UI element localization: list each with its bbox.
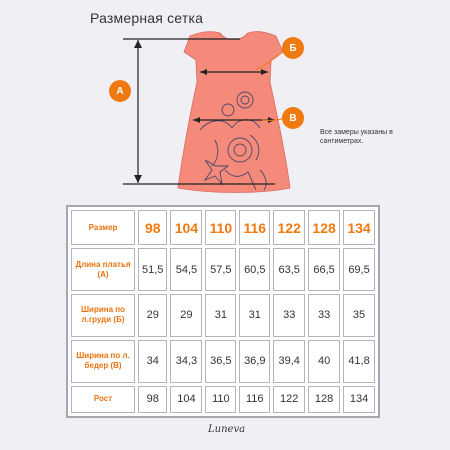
badge-a: А	[109, 80, 131, 102]
table-row-length	[71, 248, 375, 291]
table-cell: 35	[343, 294, 375, 337]
table-row-chest	[71, 294, 375, 337]
row-header: Рост	[71, 386, 135, 413]
table-cell: 36,9	[239, 340, 270, 383]
table-cell: 39,4	[273, 340, 305, 383]
table-cell: 41,8	[343, 340, 375, 383]
table-cell: 66,5	[308, 248, 340, 291]
badge-b: Б	[282, 37, 304, 59]
table-cell: 34,3	[170, 340, 202, 383]
table-row-height	[71, 386, 375, 413]
table-cell: 134	[343, 386, 375, 413]
table-cell: 54,5	[170, 248, 202, 291]
row-header: Ширина по л. бедер (В)	[71, 340, 135, 383]
row-header: Ширина по л.груди (Б)	[71, 294, 135, 337]
table-cell: 40	[308, 340, 340, 383]
page-title: Размерная сетка	[90, 10, 204, 26]
size-cell: 110	[205, 210, 236, 245]
table-cell: 33	[273, 294, 305, 337]
size-cell: 128	[308, 210, 340, 245]
table-cell: 34	[138, 340, 167, 383]
size-cell: 134	[343, 210, 375, 245]
table-cell: 29	[138, 294, 167, 337]
measurement-note: Все замеры указаны в сантиметрах.	[320, 129, 393, 145]
table-cell: 36,5	[205, 340, 236, 383]
table-cell: 98	[138, 386, 167, 413]
brand-logo: Luneva	[208, 424, 246, 435]
size-table	[66, 205, 380, 418]
table-row-hips	[71, 340, 375, 383]
table-cell: 57,5	[205, 248, 236, 291]
table-cell: 51,5	[138, 248, 167, 291]
table-cell: 69,5	[343, 248, 375, 291]
table-cell: 110	[205, 386, 236, 413]
row-header: Длина платья (А)	[71, 248, 135, 291]
table-cell: 128	[308, 386, 340, 413]
table-cell: 63,5	[273, 248, 305, 291]
table-row-size	[71, 210, 375, 245]
size-cell: 104	[170, 210, 202, 245]
row-header: Размер	[71, 210, 135, 245]
table-cell: 31	[239, 294, 270, 337]
table-cell: 116	[239, 386, 270, 413]
table-cell: 29	[170, 294, 202, 337]
table-cell: 31	[205, 294, 236, 337]
size-cell: 122	[273, 210, 305, 245]
table-cell: 60,5	[239, 248, 270, 291]
dress-illustration	[0, 0, 450, 205]
badge-c: В	[282, 107, 304, 129]
size-cell: 116	[239, 210, 270, 245]
size-cell: 98	[138, 210, 167, 245]
table-cell: 122	[273, 386, 305, 413]
table-cell: 33	[308, 294, 340, 337]
table-cell: 104	[170, 386, 202, 413]
